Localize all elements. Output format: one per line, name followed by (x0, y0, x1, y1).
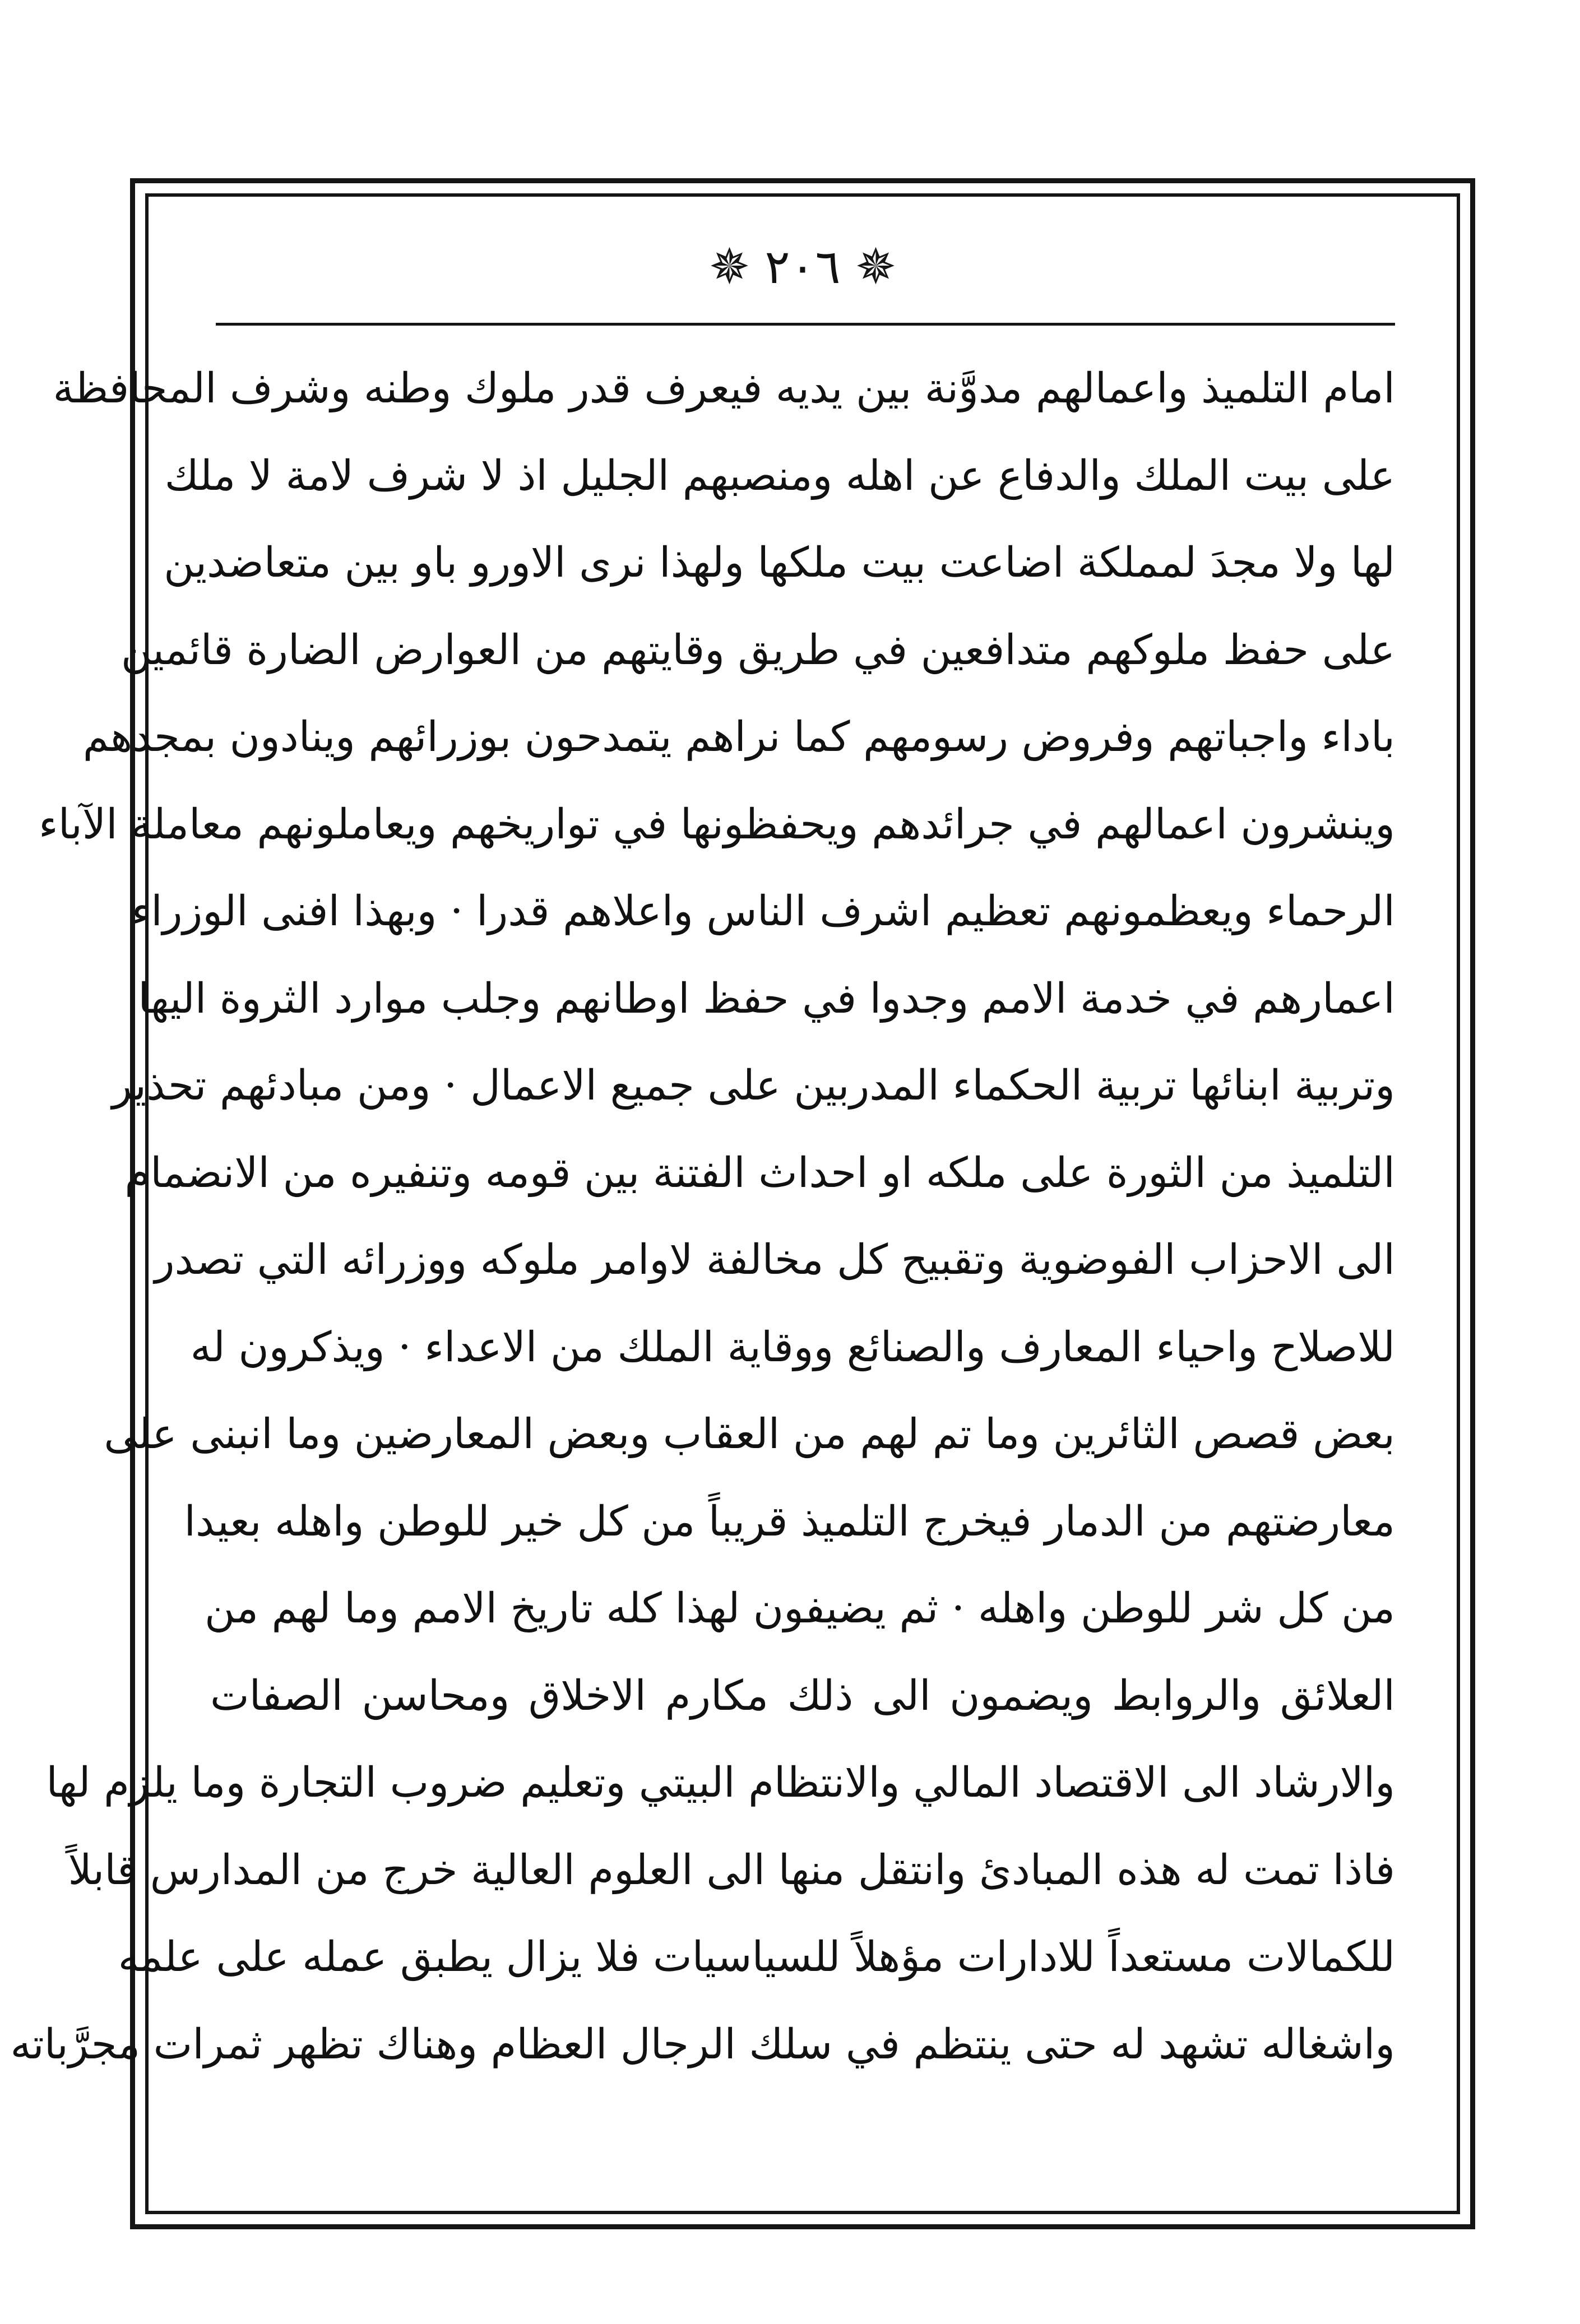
text-line-14: معارضتهم من الدمار فيخرج التلميذ قريباً من كل خير للوطن واهله بعيدا (184, 1497, 1395, 1546)
ornament-right-icon: ✵ (855, 238, 897, 295)
text-line-8: اعمارهم في خدمة الامم وجدوا في حفظ اوطانهم وجلب موارد الثروة اليها (138, 974, 1395, 1023)
body-text (10, 345, 1395, 2088)
page-frame-outer (10, 178, 1475, 2229)
text-line-11: الى الاحزاب الفوضوية وتقبيح كل مخالفة لاوامر ملوكه ووزرائه التي تصدر (154, 1236, 1395, 1284)
text-line-19: للكمالات مستعداً للادارات مؤهلاً للسياسيات فلا يزال يطبق عمله على علمه (118, 1933, 1395, 1981)
text-line-15: من كل شر للوطن واهله · ثم يضيفون لهذا كله تاريخ الامم وما لهم من (205, 1584, 1395, 1632)
text-line-4: على حفظ ملوكهم متدافعين في طريق وقايتهم من العوارض الضارة قائمين (121, 625, 1395, 674)
text-line-5: باداء واجباتهم وفروض رسومهم كما نراهم يتمدحون بوزرائهم وينادون بمجدهم (82, 713, 1395, 761)
ornament-left-icon: ✵ (708, 238, 750, 295)
text-line-18: فاذا تمت له هذه المبادئ وانتقل منها الى العلوم العالية خرج من المدارس قابلاً (68, 1845, 1395, 1894)
text-line-9: وتربية ابنائها تربية الحكماء المدربين على جميع الاعمال · ومن مبادئهم تحذير (112, 1061, 1395, 1110)
text-line-17: والارشاد الى الاقتصاد المالي والانتظام البيتي وتعليم ضروب التجارة وما يلزم لها (46, 1759, 1395, 1807)
text-line-13: بعض قصص الثائرين وما تم لهم من العقاب وبعض المعارضين وما انبنى على (104, 1410, 1395, 1458)
text-line-12: للاصلاح واحياء المعارف والصنائع ووقاية الملك من الاعداء · ويذكرون له (190, 1323, 1395, 1371)
text-line-1: امام التلميذ واعمالهم مدوَّنة بين يديه فيعرف قدر ملوك وطنه وشرف المحافظة (53, 364, 1395, 412)
text-line-3: لها ولا مجدَ لمملكة اضاعت بيت ملكها ولهذا نرى الاورو باو بين متعاضدين (164, 539, 1395, 587)
page-number: ٢٠٦ (764, 239, 841, 294)
text-line-7: الرحماء ويعظمونهم تعظيم اشرف الناس واعلاهم قدرا · وبهذا افنى الوزراء (131, 887, 1395, 935)
text-line-16: العلائق والروابط ويضمون الى ذلك مكارم الاخلاق ومحاسن الصفات (210, 1671, 1395, 1720)
page-frame-inner (10, 193, 1460, 2214)
text-line-2: على بيت الملك والدفاع عن اهله ومنصبهم الجليل اذ لا شرف لامة لا ملك (164, 451, 1395, 500)
text-line-6: وينشرون اعمالهم في جرائدهم ويحفظونها في تواريخهم ويعاملونهم معاملة الآباء (38, 800, 1395, 848)
page-header (149, 236, 1457, 298)
text-line-20: واشغاله تشهد له حتى ينتظم في سلك الرجال العظام وهناك تظهر ثمرات مجرَّباته (10, 2020, 1395, 2068)
header-divider (216, 323, 1395, 326)
text-line-10: التلميذ من الثورة على ملكه او احداث الفتنة بين قومه وتنفيره من الانضمام (124, 1148, 1395, 1197)
